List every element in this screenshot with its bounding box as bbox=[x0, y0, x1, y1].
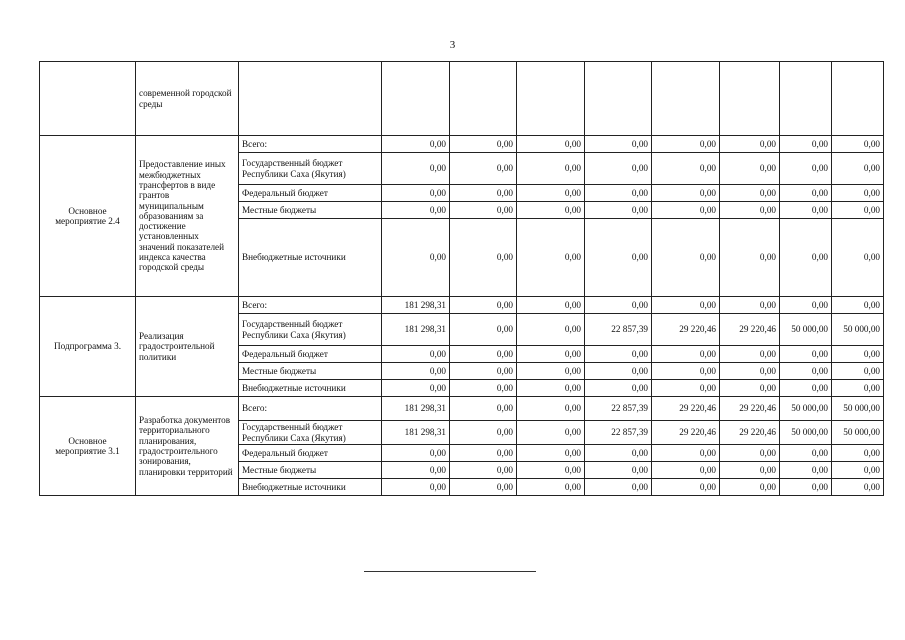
amount-cell: 0,00 bbox=[832, 136, 884, 153]
signature-line bbox=[364, 571, 536, 572]
funding-source-cell: Местные бюджеты bbox=[239, 462, 382, 479]
amount-cell: 0,00 bbox=[832, 185, 884, 202]
amount-cell: 181 298,31 bbox=[382, 397, 450, 421]
amount-cell bbox=[832, 62, 884, 136]
funding-source-cell: Всего: bbox=[239, 136, 382, 153]
amount-cell: 0,00 bbox=[832, 462, 884, 479]
amount-cell: 0,00 bbox=[832, 219, 884, 297]
funding-source-cell: Всего: bbox=[239, 397, 382, 421]
amount-cell: 0,00 bbox=[382, 153, 450, 185]
funding-source-cell: Федеральный бюджет bbox=[239, 185, 382, 202]
amount-cell: 0,00 bbox=[517, 346, 585, 363]
amount-cell: 0,00 bbox=[832, 380, 884, 397]
amount-cell: 0,00 bbox=[652, 479, 720, 496]
amount-cell: 0,00 bbox=[652, 363, 720, 380]
amount-cell: 0,00 bbox=[832, 346, 884, 363]
amount-cell: 0,00 bbox=[450, 445, 517, 462]
funding-source-cell: Федеральный бюджет bbox=[239, 346, 382, 363]
amount-cell: 50 000,00 bbox=[780, 397, 832, 421]
amount-cell: 0,00 bbox=[517, 397, 585, 421]
amount-cell: 0,00 bbox=[720, 153, 780, 185]
amount-cell: 0,00 bbox=[382, 136, 450, 153]
funding-source-cell: Государственный бюджет Республики Саха (Якутия) bbox=[239, 153, 382, 185]
amount-cell: 0,00 bbox=[585, 445, 652, 462]
program-name-cell: Подпрограмма 3. bbox=[40, 297, 136, 397]
amount-cell: 22 857,39 bbox=[585, 314, 652, 346]
funding-source-cell: Внебюджетные источники bbox=[239, 380, 382, 397]
program-description-cell: современной городской среды bbox=[136, 62, 239, 136]
amount-cell: 0,00 bbox=[832, 202, 884, 219]
amount-cell: 0,00 bbox=[652, 185, 720, 202]
amount-cell bbox=[585, 62, 652, 136]
funding-source-cell: Местные бюджеты bbox=[239, 202, 382, 219]
amount-cell: 0,00 bbox=[450, 297, 517, 314]
funding-source-cell: Федеральный бюджет bbox=[239, 445, 382, 462]
amount-cell: 0,00 bbox=[585, 202, 652, 219]
amount-cell: 0,00 bbox=[450, 185, 517, 202]
amount-cell: 0,00 bbox=[382, 380, 450, 397]
amount-cell: 0,00 bbox=[585, 153, 652, 185]
amount-cell: 50 000,00 bbox=[832, 421, 884, 445]
amount-cell bbox=[517, 62, 585, 136]
amount-cell: 0,00 bbox=[652, 297, 720, 314]
amount-cell: 0,00 bbox=[450, 380, 517, 397]
table-row bbox=[40, 397, 884, 421]
amount-cell: 0,00 bbox=[585, 185, 652, 202]
program-description-cell: Разработка документов территориального планирования, градостроительного зонирования, планировки территорий bbox=[136, 397, 239, 496]
amount-cell: 0,00 bbox=[832, 297, 884, 314]
amount-cell: 0,00 bbox=[517, 421, 585, 445]
amount-cell: 0,00 bbox=[585, 462, 652, 479]
amount-cell: 0,00 bbox=[450, 421, 517, 445]
amount-cell: 0,00 bbox=[780, 346, 832, 363]
amount-cell: 0,00 bbox=[720, 380, 780, 397]
table-row bbox=[40, 62, 884, 136]
amount-cell: 0,00 bbox=[450, 363, 517, 380]
amount-cell: 0,00 bbox=[652, 202, 720, 219]
amount-cell: 0,00 bbox=[720, 445, 780, 462]
amount-cell bbox=[450, 62, 517, 136]
amount-cell: 0,00 bbox=[780, 380, 832, 397]
amount-cell: 50 000,00 bbox=[780, 314, 832, 346]
amount-cell: 0,00 bbox=[780, 219, 832, 297]
amount-cell: 0,00 bbox=[832, 445, 884, 462]
amount-cell: 0,00 bbox=[517, 445, 585, 462]
amount-cell: 0,00 bbox=[585, 136, 652, 153]
amount-cell: 181 298,31 bbox=[382, 421, 450, 445]
amount-cell: 0,00 bbox=[780, 202, 832, 219]
amount-cell: 0,00 bbox=[382, 346, 450, 363]
amount-cell: 0,00 bbox=[720, 479, 780, 496]
amount-cell: 0,00 bbox=[780, 462, 832, 479]
amount-cell: 0,00 bbox=[780, 445, 832, 462]
amount-cell: 0,00 bbox=[382, 202, 450, 219]
amount-cell: 0,00 bbox=[720, 136, 780, 153]
funding-source-cell: Всего: bbox=[239, 297, 382, 314]
amount-cell: 0,00 bbox=[450, 136, 517, 153]
amount-cell: 0,00 bbox=[517, 202, 585, 219]
amount-cell: 0,00 bbox=[652, 462, 720, 479]
amount-cell: 0,00 bbox=[720, 462, 780, 479]
amount-cell: 29 220,46 bbox=[652, 421, 720, 445]
page-number: 3 bbox=[449, 39, 456, 51]
amount-cell: 0,00 bbox=[382, 185, 450, 202]
amount-cell: 50 000,00 bbox=[780, 421, 832, 445]
amount-cell: 0,00 bbox=[450, 202, 517, 219]
amount-cell: 0,00 bbox=[720, 297, 780, 314]
amount-cell: 0,00 bbox=[517, 314, 585, 346]
amount-cell: 0,00 bbox=[517, 363, 585, 380]
amount-cell: 0,00 bbox=[652, 346, 720, 363]
amount-cell: 0,00 bbox=[382, 462, 450, 479]
amount-cell: 0,00 bbox=[780, 363, 832, 380]
amount-cell: 181 298,31 bbox=[382, 297, 450, 314]
amount-cell: 0,00 bbox=[517, 479, 585, 496]
amount-cell: 29 220,46 bbox=[720, 397, 780, 421]
amount-cell: 0,00 bbox=[652, 136, 720, 153]
amount-cell: 0,00 bbox=[450, 479, 517, 496]
amount-cell: 22 857,39 bbox=[585, 421, 652, 445]
amount-cell: 0,00 bbox=[652, 380, 720, 397]
amount-cell: 0,00 bbox=[720, 219, 780, 297]
amount-cell: 29 220,46 bbox=[720, 314, 780, 346]
amount-cell: 0,00 bbox=[382, 479, 450, 496]
amount-cell: 0,00 bbox=[450, 153, 517, 185]
table-row bbox=[40, 297, 884, 314]
amount-cell: 0,00 bbox=[382, 363, 450, 380]
amount-cell: 0,00 bbox=[450, 314, 517, 346]
amount-cell: 0,00 bbox=[517, 380, 585, 397]
amount-cell: 0,00 bbox=[720, 363, 780, 380]
amount-cell: 0,00 bbox=[450, 219, 517, 297]
amount-cell: 50 000,00 bbox=[832, 314, 884, 346]
amount-cell bbox=[780, 62, 832, 136]
funding-source-cell: Внебюджетные источники bbox=[239, 479, 382, 496]
amount-cell: 0,00 bbox=[450, 462, 517, 479]
amount-cell: 0,00 bbox=[780, 479, 832, 496]
amount-cell: 0,00 bbox=[585, 479, 652, 496]
amount-cell: 0,00 bbox=[585, 346, 652, 363]
amount-cell: 0,00 bbox=[585, 219, 652, 297]
program-description-cell: Реализация градостроительной политики bbox=[136, 297, 239, 397]
amount-cell: 0,00 bbox=[585, 297, 652, 314]
program-name-cell bbox=[40, 62, 136, 136]
amount-cell: 0,00 bbox=[720, 202, 780, 219]
amount-cell: 0,00 bbox=[450, 346, 517, 363]
amount-cell: 29 220,46 bbox=[720, 421, 780, 445]
amount-cell: 0,00 bbox=[382, 445, 450, 462]
amount-cell: 0,00 bbox=[832, 363, 884, 380]
program-name-cell: Основное мероприятие 2.4 bbox=[40, 136, 136, 297]
funding-source-cell bbox=[239, 62, 382, 136]
amount-cell: 0,00 bbox=[720, 346, 780, 363]
amount-cell: 0,00 bbox=[585, 363, 652, 380]
budget-table bbox=[39, 61, 884, 496]
amount-cell: 29 220,46 bbox=[652, 314, 720, 346]
table-row bbox=[40, 136, 884, 153]
program-description-cell: Предоставление иных межбюджетных трансфертов в виде грантов муниципальным образованиям за достижение установленных значений показателей индекса качества городской среды bbox=[136, 136, 239, 297]
amount-cell bbox=[720, 62, 780, 136]
amount-cell: 22 857,39 bbox=[585, 397, 652, 421]
funding-source-cell: Местные бюджеты bbox=[239, 363, 382, 380]
amount-cell: 0,00 bbox=[517, 462, 585, 479]
amount-cell: 29 220,46 bbox=[652, 397, 720, 421]
amount-cell: 0,00 bbox=[832, 479, 884, 496]
amount-cell: 0,00 bbox=[382, 219, 450, 297]
amount-cell: 0,00 bbox=[780, 153, 832, 185]
amount-cell: 0,00 bbox=[652, 153, 720, 185]
amount-cell: 181 298,31 bbox=[382, 314, 450, 346]
amount-cell: 0,00 bbox=[780, 185, 832, 202]
amount-cell: 0,00 bbox=[517, 219, 585, 297]
amount-cell: 0,00 bbox=[780, 136, 832, 153]
amount-cell: 0,00 bbox=[780, 297, 832, 314]
amount-cell: 0,00 bbox=[450, 397, 517, 421]
amount-cell: 0,00 bbox=[517, 185, 585, 202]
amount-cell: 0,00 bbox=[517, 153, 585, 185]
amount-cell: 50 000,00 bbox=[832, 397, 884, 421]
amount-cell: 0,00 bbox=[832, 153, 884, 185]
amount-cell: 0,00 bbox=[517, 297, 585, 314]
amount-cell bbox=[652, 62, 720, 136]
amount-cell: 0,00 bbox=[652, 219, 720, 297]
amount-cell: 0,00 bbox=[517, 136, 585, 153]
funding-source-cell: Государственный бюджет Республики Саха (Якутия) bbox=[239, 314, 382, 346]
amount-cell: 0,00 bbox=[652, 445, 720, 462]
funding-source-cell: Государственный бюджет Республики Саха (Якутия) bbox=[239, 421, 382, 445]
program-name-cell: Основное мероприятие 3.1 bbox=[40, 397, 136, 496]
amount-cell: 0,00 bbox=[720, 185, 780, 202]
amount-cell bbox=[382, 62, 450, 136]
funding-source-cell: Внебюджетные источники bbox=[239, 219, 382, 297]
amount-cell: 0,00 bbox=[585, 380, 652, 397]
